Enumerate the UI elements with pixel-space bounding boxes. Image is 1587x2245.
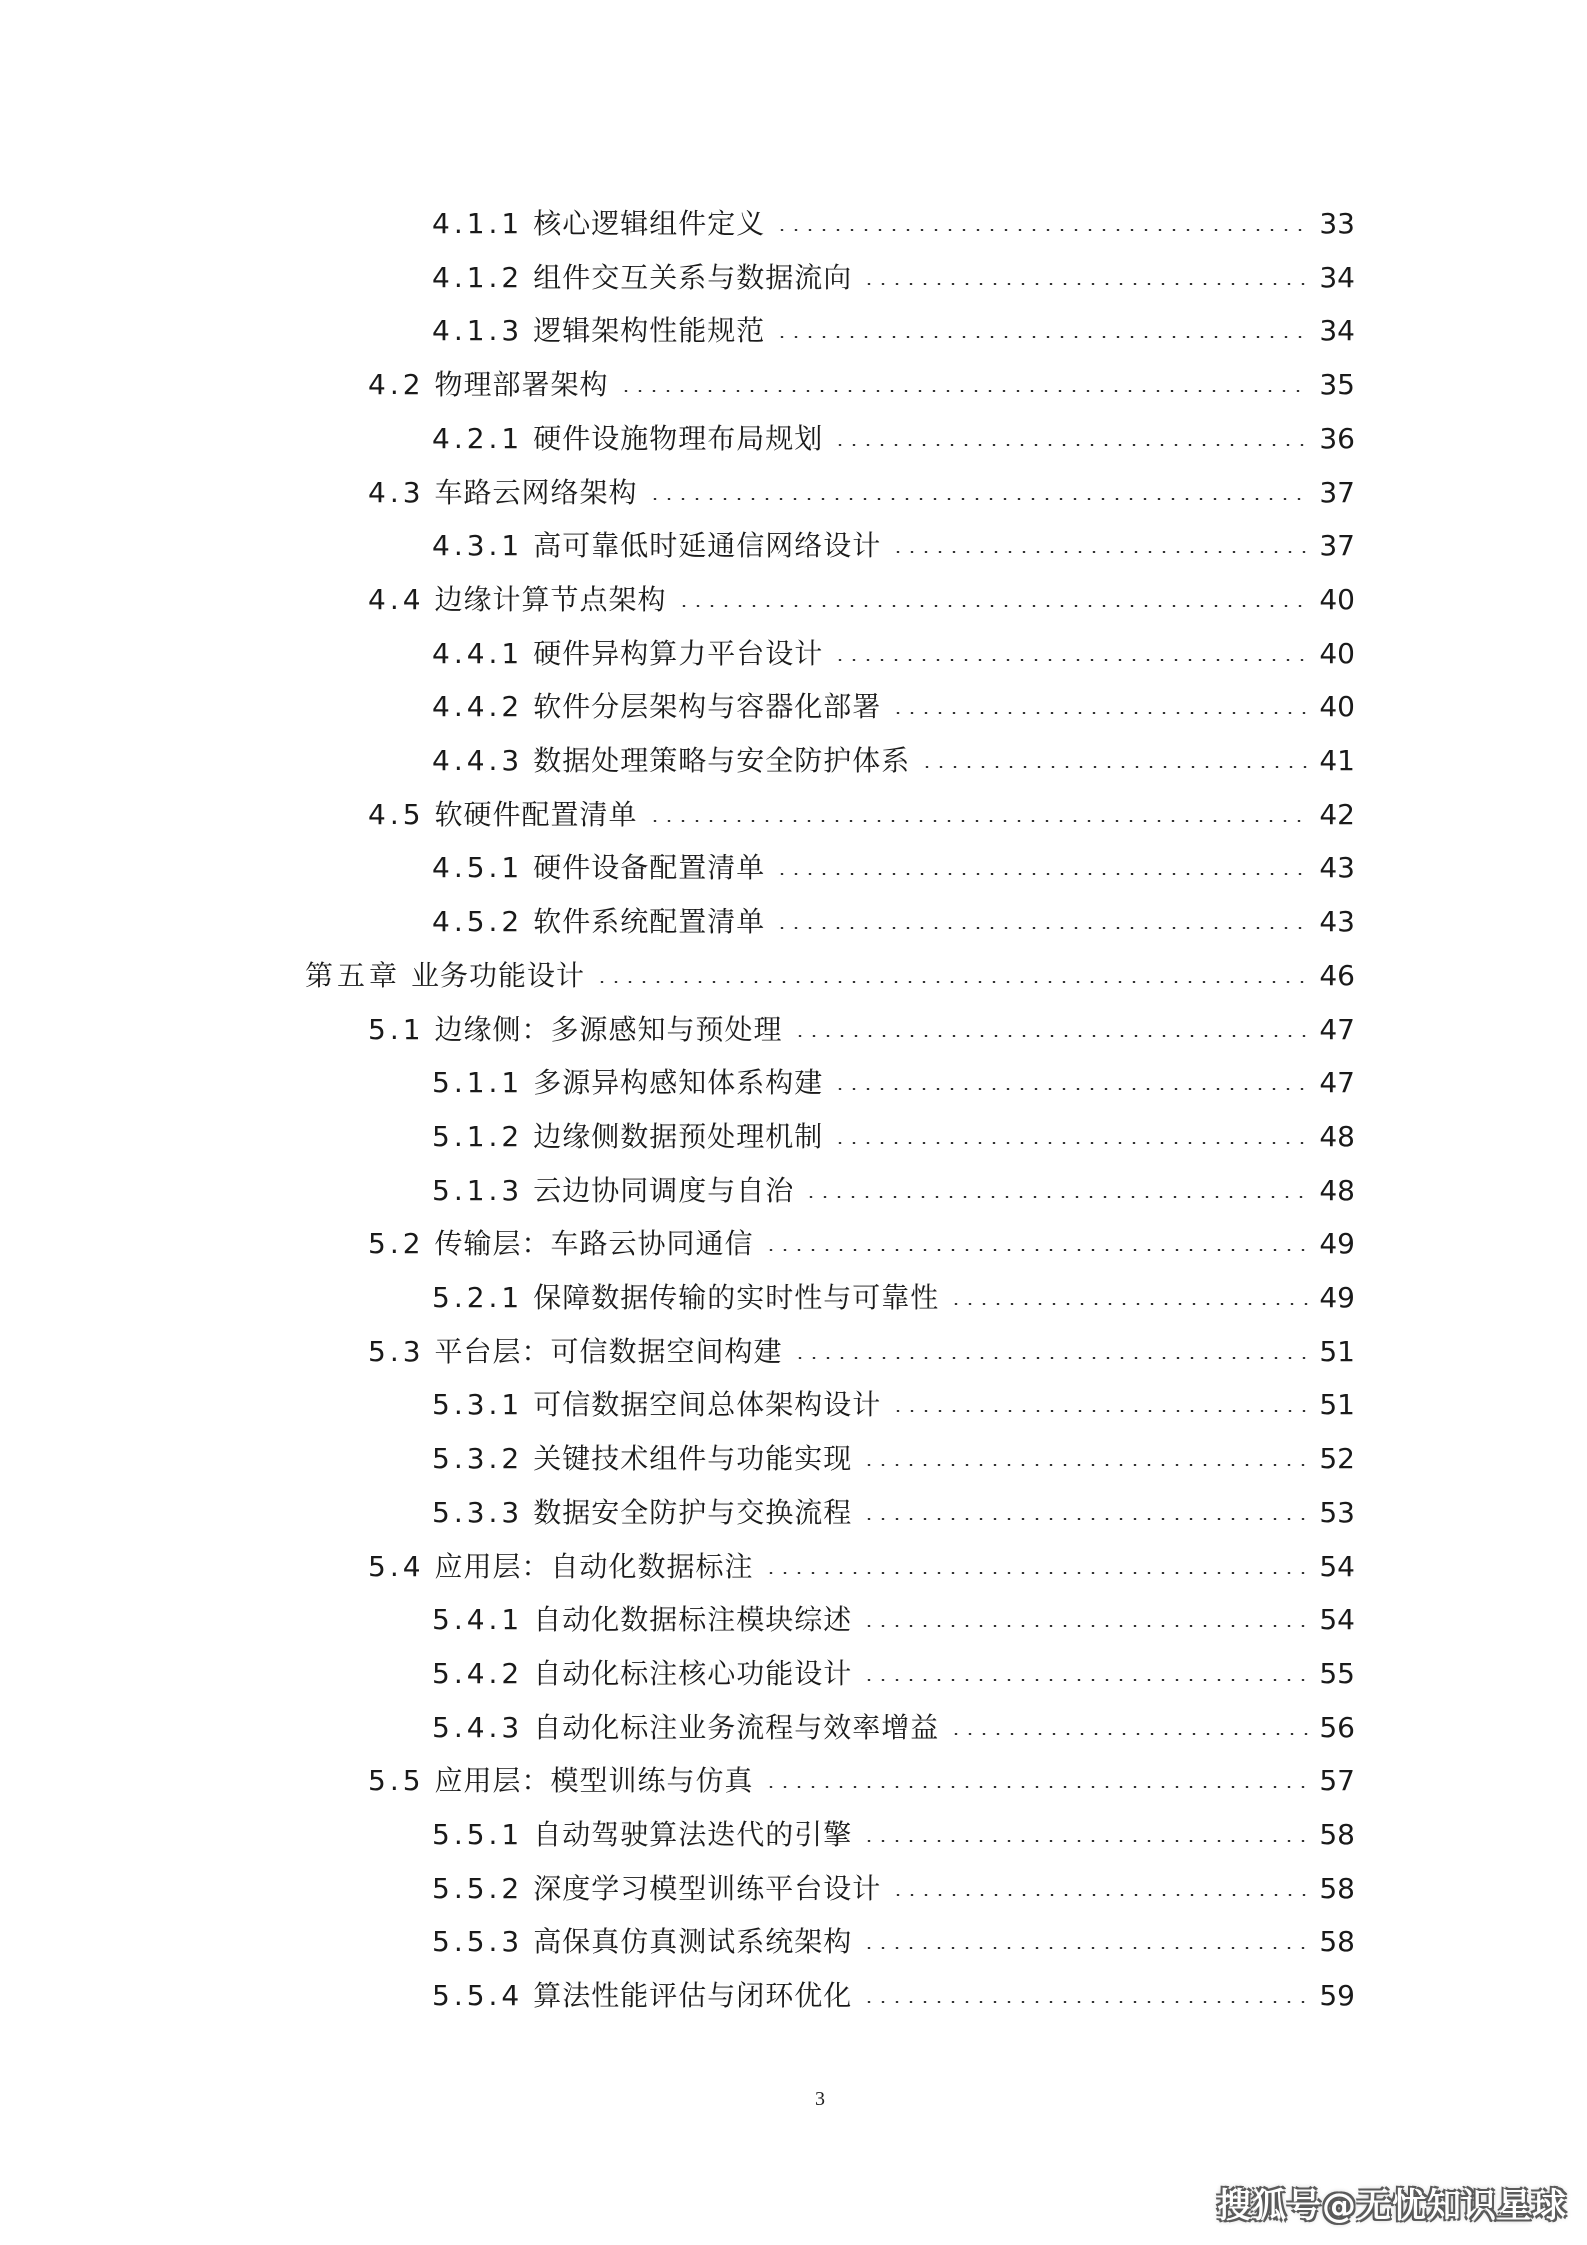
toc-dot-leader <box>862 283 1309 285</box>
toc-dot-leader <box>764 1786 1310 1788</box>
toc-entry-number: 5.4.3 <box>432 1711 524 1744</box>
toc-entry-page: 49 <box>1319 1227 1355 1260</box>
toc-entry-page: 33 <box>1319 207 1355 240</box>
toc-entry-page: 40 <box>1319 690 1355 723</box>
toc-entry-number: 5.4.2 <box>432 1657 524 1690</box>
toc-entry-number: 5.5 <box>368 1764 425 1797</box>
toc-entry-title: 算法性能评估与闭环优化 <box>533 1979 853 2012</box>
toc-entry[interactable] <box>432 204 1355 244</box>
toc-entry-page: 55 <box>1319 1657 1355 1690</box>
toc-entry[interactable] <box>432 258 1355 298</box>
toc-entry-number: 4.5.1 <box>432 851 524 884</box>
toc-entry[interactable] <box>368 365 1355 405</box>
toc-entry-title: 数据安全防护与交换流程 <box>533 1496 853 1529</box>
toc-entry-number: 4.4.3 <box>432 744 524 777</box>
toc-entry[interactable] <box>432 311 1355 351</box>
toc-dot-leader <box>891 551 1309 553</box>
toc-dot-leader <box>949 1303 1309 1305</box>
toc-entry[interactable] <box>432 1976 1355 2016</box>
toc-dot-leader <box>949 1733 1309 1735</box>
toc-entry-page: 34 <box>1319 261 1355 294</box>
toc-entry-title: 硬件异构算力平台设计 <box>533 637 824 670</box>
toc-entry-number: 5.2 <box>368 1227 425 1260</box>
toc-entry-number: 5.2.1 <box>432 1281 524 1314</box>
toc-entry-page: 46 <box>1319 959 1355 992</box>
toc-entry-title: 保障数据传输的实时性与可靠性 <box>533 1281 940 1314</box>
toc-entry-number: 4.5.2 <box>432 905 524 938</box>
toc-entry[interactable] <box>368 1332 1355 1372</box>
toc-entry-title: 核心逻辑组件定义 <box>533 207 766 240</box>
toc-entry-number: 5.1.3 <box>432 1174 524 1207</box>
toc-entry[interactable] <box>432 687 1355 727</box>
toc-entry-title: 关键技术组件与功能实现 <box>533 1442 853 1475</box>
toc-entry-title: 自动化标注业务流程与效率增益 <box>533 1711 940 1744</box>
toc-entry-title: 平台层：可信数据空间构建 <box>434 1335 783 1368</box>
toc-entry[interactable] <box>368 473 1355 513</box>
toc-entry-number: 5.5.2 <box>432 1872 524 1905</box>
toc-entry[interactable] <box>305 956 1355 996</box>
toc-dot-leader <box>862 2001 1309 2003</box>
toc-dot-leader <box>793 1357 1310 1359</box>
toc-entry-number: 4.3 <box>368 476 425 509</box>
toc-entry-page: 36 <box>1319 422 1355 455</box>
toc-entry-page: 57 <box>1319 1764 1355 1797</box>
toc-entry[interactable] <box>432 1439 1355 1479</box>
toc-entry[interactable] <box>368 1761 1355 1801</box>
toc-entry[interactable] <box>432 1117 1355 1157</box>
toc-entry-number: 4.1.1 <box>432 207 524 240</box>
toc-entry-title: 高可靠低时延通信网络设计 <box>533 529 882 562</box>
toc-entry-number: 5.5.4 <box>432 1979 524 2012</box>
toc-entry-page: 42 <box>1319 798 1355 831</box>
toc-entry-number: 4.4.1 <box>432 637 524 670</box>
toc-dot-leader <box>833 1142 1309 1144</box>
toc-entry-page: 54 <box>1319 1603 1355 1636</box>
toc-entry-page: 37 <box>1319 529 1355 562</box>
toc-entry-page: 47 <box>1319 1013 1355 1046</box>
toc-entry-page: 47 <box>1319 1066 1355 1099</box>
toc-entry[interactable] <box>368 1224 1355 1264</box>
toc-entry-title: 数据处理策略与安全防护体系 <box>533 744 911 777</box>
toc-entry-page: 58 <box>1319 1925 1355 1958</box>
toc-entry-number: 4.4.2 <box>432 690 524 723</box>
toc-entry-title: 组件交互关系与数据流向 <box>533 261 853 294</box>
toc-entry[interactable] <box>432 526 1355 566</box>
toc-entry-number: 4.1.3 <box>432 314 524 347</box>
toc-entry-title: 云边协同调度与自治 <box>533 1174 795 1207</box>
toc-entry-title: 自动驾驶算法迭代的引擎 <box>533 1818 853 1851</box>
toc-entry-title: 逻辑架构性能规范 <box>533 314 766 347</box>
toc-dot-leader <box>804 1196 1309 1198</box>
toc-entry[interactable] <box>368 580 1355 620</box>
toc-dot-leader <box>891 1894 1309 1896</box>
toc-entry-title: 自动化数据标注模块综述 <box>533 1603 853 1636</box>
toc-entry-number: 5.1.1 <box>432 1066 524 1099</box>
toc-entry-page: 48 <box>1319 1120 1355 1153</box>
toc-entry-page: 52 <box>1319 1442 1355 1475</box>
toc-entry-number: 第五章 <box>305 959 402 992</box>
toc-entry-title: 高保真仿真测试系统架构 <box>533 1925 853 1958</box>
toc-entry-title: 应用层：自动化数据标注 <box>434 1550 754 1583</box>
toc-entry-number: 4.2.1 <box>432 422 524 455</box>
toc-entry[interactable] <box>432 902 1355 942</box>
toc-dot-leader <box>833 659 1309 661</box>
toc-entry-title: 可信数据空间总体架构设计 <box>533 1388 882 1421</box>
toc-dot-leader <box>862 1840 1309 1842</box>
toc-entry[interactable] <box>368 795 1355 835</box>
toc-entry[interactable] <box>432 1171 1355 1211</box>
toc-dot-leader <box>862 1464 1309 1466</box>
toc-entry-title: 多源异构感知体系构建 <box>533 1066 824 1099</box>
toc-entry-page: 51 <box>1319 1388 1355 1421</box>
toc-entry[interactable] <box>432 1063 1355 1103</box>
toc-entry-page: 56 <box>1319 1711 1355 1744</box>
toc-entry-page: 59 <box>1319 1979 1355 2012</box>
toc-entry-title: 边缘计算节点架构 <box>434 583 667 616</box>
toc-dot-leader <box>833 444 1309 446</box>
toc-entry-title: 边缘侧数据预处理机制 <box>533 1120 824 1153</box>
toc-entry-title: 物理部署架构 <box>434 368 609 401</box>
toc-entry-number: 5.1.2 <box>432 1120 524 1153</box>
toc-entry[interactable] <box>432 419 1355 459</box>
toc-dot-leader <box>793 1035 1310 1037</box>
toc-entry-number: 5.3.2 <box>432 1442 524 1475</box>
toc-dot-leader <box>775 873 1309 875</box>
toc-dot-leader <box>595 981 1309 983</box>
toc-dot-leader <box>862 1947 1309 1949</box>
toc-entry-number: 5.1 <box>368 1013 425 1046</box>
toc-dot-leader <box>775 927 1309 929</box>
toc-entry-title: 自动化标注核心功能设计 <box>533 1657 853 1690</box>
toc-entry[interactable] <box>432 634 1355 674</box>
toc-entry-title: 业务功能设计 <box>411 959 586 992</box>
toc-entry-page: 35 <box>1319 368 1355 401</box>
toc-dot-leader <box>891 1410 1309 1412</box>
toc-entry-number: 5.5.3 <box>432 1925 524 1958</box>
toc-entry-page: 49 <box>1319 1281 1355 1314</box>
toc-entry[interactable] <box>432 1654 1355 1694</box>
toc-entry-page: 40 <box>1319 637 1355 670</box>
toc-entry-number: 4.5 <box>368 798 425 831</box>
toc-entry-number: 5.3 <box>368 1335 425 1368</box>
toc-dot-leader <box>764 1249 1310 1251</box>
toc-entry-number: 5.3.1 <box>432 1388 524 1421</box>
toc-entry[interactable] <box>432 1922 1355 1962</box>
toc-dot-leader <box>920 766 1309 768</box>
toc-entry-number: 5.4.1 <box>432 1603 524 1636</box>
toc-entry-page: 37 <box>1319 476 1355 509</box>
toc-dot-leader <box>677 605 1310 607</box>
toc-entry-page: 43 <box>1319 905 1355 938</box>
toc-entry-page: 40 <box>1319 583 1355 616</box>
toc-entry-page: 48 <box>1319 1174 1355 1207</box>
toc-entry-number: 5.5.1 <box>432 1818 524 1851</box>
toc-entry-title: 车路云网络架构 <box>434 476 638 509</box>
toc-dot-leader <box>862 1625 1309 1627</box>
toc-entry[interactable] <box>432 1385 1355 1425</box>
toc-dot-leader <box>648 820 1310 822</box>
toc-entry[interactable] <box>432 848 1355 888</box>
toc-entry-title: 硬件设备配置清单 <box>533 851 766 884</box>
toc-entry[interactable] <box>432 1869 1355 1909</box>
toc-dot-leader <box>619 390 1310 392</box>
toc-entry-title: 软硬件配置清单 <box>434 798 638 831</box>
toc-entry-title: 边缘侧：多源感知与预处理 <box>434 1013 783 1046</box>
watermark: 搜狐号@无忧知识星球 <box>1217 2186 1567 2226</box>
toc-dot-leader <box>833 1088 1309 1090</box>
toc-entry-number: 5.4 <box>368 1550 425 1583</box>
toc-entry-number: 5.3.3 <box>432 1496 524 1529</box>
toc-entry-page: 58 <box>1319 1872 1355 1905</box>
toc-entry[interactable] <box>432 1600 1355 1640</box>
toc-entry-title: 应用层：模型训练与仿真 <box>434 1764 754 1797</box>
toc-entry-number: 4.4 <box>368 583 425 616</box>
toc-entry-title: 软件系统配置清单 <box>533 905 766 938</box>
toc-entry-page: 41 <box>1319 744 1355 777</box>
toc-entry-number: 4.3.1 <box>432 529 524 562</box>
toc-dot-leader <box>775 229 1309 231</box>
toc-entry-title: 软件分层架构与容器化部署 <box>533 690 882 723</box>
toc-entry-page: 58 <box>1319 1818 1355 1851</box>
toc-entry[interactable] <box>368 1547 1355 1587</box>
toc-entry[interactable] <box>432 1815 1355 1855</box>
toc-entry-title: 硬件设施物理布局规划 <box>533 422 824 455</box>
toc-entry[interactable] <box>432 1278 1355 1318</box>
toc-dot-leader <box>764 1572 1310 1574</box>
toc-entry-page: 43 <box>1319 851 1355 884</box>
toc-entry-page: 53 <box>1319 1496 1355 1529</box>
toc-dot-leader <box>775 336 1309 338</box>
toc-dot-leader <box>891 712 1309 714</box>
toc-dot-leader <box>862 1518 1309 1520</box>
toc-entry[interactable] <box>432 1493 1355 1533</box>
toc-entry-page: 54 <box>1319 1550 1355 1583</box>
toc-entry-title: 传输层：车路云协同通信 <box>434 1227 754 1260</box>
toc-entry[interactable] <box>432 741 1355 781</box>
toc-entry-title: 深度学习模型训练平台设计 <box>533 1872 882 1905</box>
toc-entry[interactable] <box>368 1010 1355 1050</box>
toc-dot-leader <box>862 1679 1309 1681</box>
page-number: 3 <box>815 2088 825 2110</box>
toc-entry-page: 51 <box>1319 1335 1355 1368</box>
toc-dot-leader <box>648 498 1310 500</box>
toc-entry[interactable] <box>432 1708 1355 1748</box>
toc-entry-page: 34 <box>1319 314 1355 347</box>
toc-entry-number: 4.2 <box>368 368 425 401</box>
toc-entry-number: 4.1.2 <box>432 261 524 294</box>
